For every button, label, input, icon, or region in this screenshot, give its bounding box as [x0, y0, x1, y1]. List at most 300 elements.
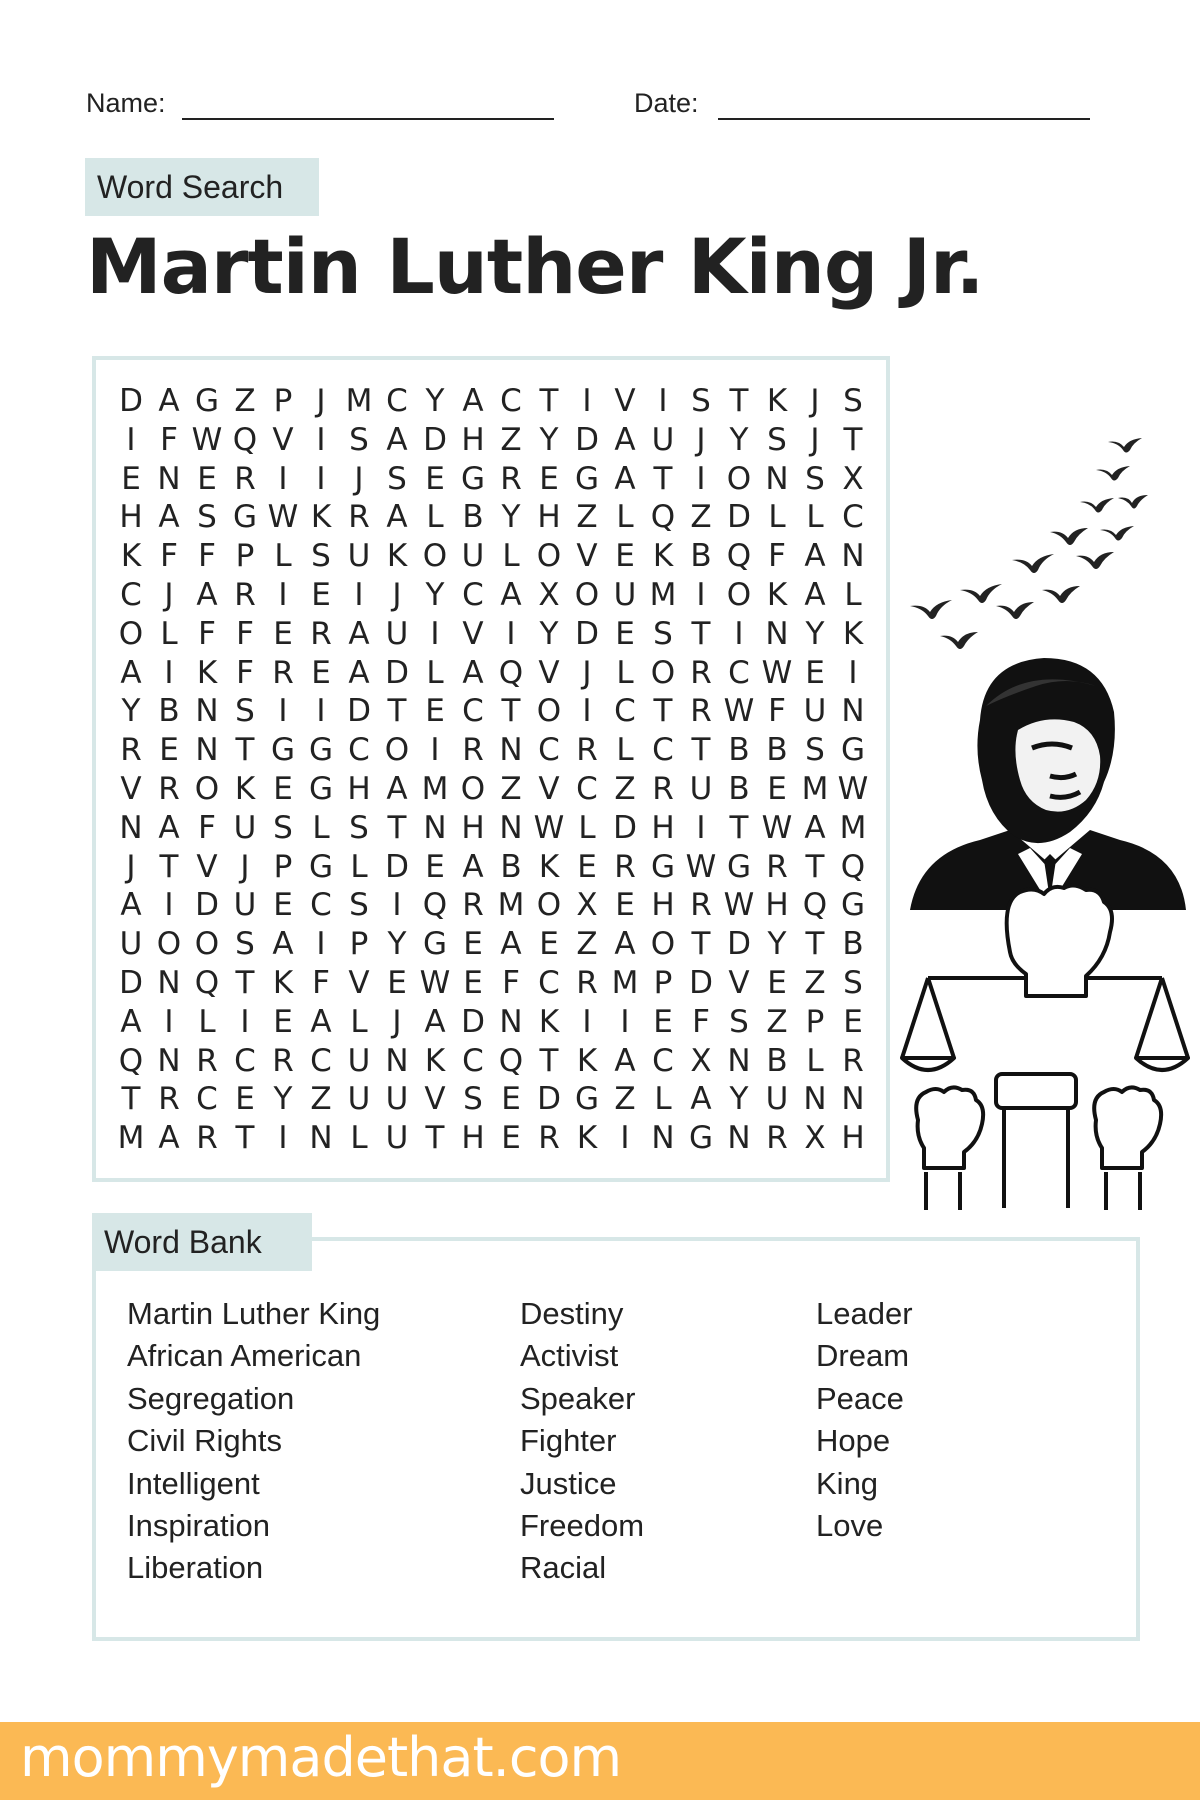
grid-letter[interactable]: K — [424, 1042, 446, 1079]
grid-letter[interactable]: T — [121, 1081, 141, 1118]
grid-letter[interactable]: U — [689, 770, 713, 807]
grid-letter[interactable]: P — [653, 964, 673, 1001]
grid-letter[interactable]: A — [804, 538, 826, 575]
grid-letter[interactable]: R — [196, 1120, 218, 1157]
grid-letter[interactable]: V — [462, 615, 484, 652]
grid-letter[interactable]: F — [160, 421, 178, 458]
grid-letter[interactable]: I — [430, 615, 440, 652]
grid-letter[interactable]: C — [462, 1042, 484, 1079]
grid-letter[interactable]: D — [347, 693, 371, 730]
grid-letter[interactable]: O — [536, 693, 562, 730]
grid-letter[interactable]: U — [651, 421, 675, 458]
grid-letter[interactable]: Y — [805, 615, 825, 652]
grid-letter[interactable]: O — [194, 926, 220, 963]
grid-letter[interactable]: U — [347, 1081, 371, 1118]
grid-letter[interactable]: O — [536, 887, 562, 924]
grid-letter[interactable]: F — [692, 1003, 710, 1040]
grid-letter[interactable]: G — [460, 460, 486, 497]
date-line[interactable] — [718, 118, 1090, 120]
grid-letter[interactable]: K — [196, 654, 218, 691]
grid-letter[interactable]: W — [837, 770, 869, 807]
grid-letter[interactable]: H — [461, 1120, 485, 1157]
grid-letter[interactable]: J — [810, 383, 820, 419]
grid-letter[interactable]: T — [235, 964, 255, 1001]
grid-letter[interactable]: E — [311, 576, 331, 613]
grid-letter[interactable]: M — [611, 964, 639, 1001]
grid-letter[interactable]: U — [347, 1042, 371, 1079]
grid-letter[interactable]: Y — [387, 926, 407, 963]
grid-letter[interactable]: A — [614, 460, 636, 497]
grid-letter[interactable]: P — [805, 1003, 825, 1040]
grid-letter[interactable]: I — [392, 887, 402, 924]
grid-letter[interactable]: L — [160, 615, 178, 652]
grid-letter[interactable]: C — [196, 1081, 218, 1118]
grid-letter[interactable]: U — [385, 1081, 409, 1118]
grid-letter[interactable]: A — [500, 926, 522, 963]
grid-letter[interactable]: S — [691, 383, 711, 419]
grid-letter[interactable]: Q — [726, 538, 752, 575]
grid-letter[interactable]: A — [500, 576, 522, 613]
grid-letter[interactable]: F — [236, 654, 254, 691]
grid-letter[interactable]: T — [805, 848, 825, 885]
name-line[interactable] — [182, 118, 554, 120]
grid-letter[interactable]: F — [502, 964, 520, 1001]
grid-letter[interactable]: L — [654, 1081, 672, 1118]
grid-letter[interactable]: I — [734, 615, 744, 652]
grid-letter[interactable]: M — [345, 383, 373, 419]
grid-letter[interactable]: E — [539, 460, 559, 497]
grid-letter[interactable]: N — [727, 1042, 751, 1079]
grid-letter[interactable]: T — [691, 732, 711, 769]
grid-letter[interactable]: U — [233, 809, 257, 846]
grid-letter[interactable]: R — [614, 848, 636, 885]
grid-letter[interactable]: H — [119, 499, 143, 536]
grid-letter[interactable]: I — [848, 654, 858, 691]
grid-letter[interactable]: R — [652, 770, 674, 807]
grid-letter[interactable]: G — [840, 732, 866, 769]
grid-letter[interactable]: H — [651, 887, 675, 924]
grid-letter[interactable]: E — [501, 1120, 521, 1157]
grid-letter[interactable]: W — [761, 654, 793, 691]
grid-letter[interactable]: C — [652, 1042, 674, 1079]
grid-letter[interactable]: K — [576, 1042, 598, 1079]
grid-letter[interactable]: C — [310, 1042, 332, 1079]
grid-letter[interactable]: D — [385, 654, 409, 691]
grid-letter[interactable]: C — [538, 732, 560, 769]
grid-letter[interactable]: R — [272, 1042, 294, 1079]
grid-letter[interactable]: K — [576, 1120, 598, 1157]
grid-letter[interactable]: C — [462, 693, 484, 730]
grid-letter[interactable]: Q — [194, 964, 220, 1001]
grid-letter[interactable]: N — [727, 1120, 751, 1157]
grid-letter[interactable]: R — [234, 460, 256, 497]
grid-letter[interactable]: C — [538, 964, 560, 1001]
grid-letter[interactable]: N — [765, 460, 789, 497]
grid-letter[interactable]: T — [501, 693, 521, 730]
grid-letter[interactable]: F — [236, 615, 254, 652]
grid-letter[interactable]: I — [582, 693, 592, 730]
grid-letter[interactable]: S — [349, 887, 369, 924]
grid-letter[interactable]: V — [348, 964, 370, 1001]
grid-letter[interactable]: I — [430, 732, 440, 769]
grid-letter[interactable]: T — [425, 1120, 445, 1157]
grid-letter[interactable]: Q — [840, 848, 866, 885]
grid-letter[interactable]: T — [729, 383, 749, 419]
grid-letter[interactable]: Y — [729, 1081, 749, 1118]
grid-letter[interactable]: L — [616, 654, 634, 691]
grid-letter[interactable]: P — [349, 926, 369, 963]
grid-letter[interactable]: J — [392, 1003, 402, 1040]
grid-letter[interactable]: H — [651, 809, 675, 846]
grid-letter[interactable]: Q — [498, 1042, 524, 1079]
grid-letter[interactable]: S — [349, 809, 369, 846]
grid-letter[interactable]: R — [766, 1120, 788, 1157]
grid-letter[interactable]: K — [234, 770, 256, 807]
grid-letter[interactable]: B — [500, 848, 522, 885]
grid-letter[interactable]: V — [424, 1081, 446, 1118]
grid-letter[interactable]: C — [234, 1042, 256, 1079]
grid-letter[interactable]: R — [310, 615, 332, 652]
grid-letter[interactable]: Z — [614, 770, 636, 807]
grid-letter[interactable]: E — [235, 1081, 255, 1118]
footer-site-link[interactable]: mommymadethat.com — [20, 1726, 622, 1789]
grid-letter[interactable]: Y — [501, 499, 521, 536]
grid-letter[interactable]: F — [198, 809, 216, 846]
grid-letter[interactable]: T — [691, 926, 711, 963]
grid-letter[interactable]: H — [461, 809, 485, 846]
grid-letter[interactable]: R — [462, 887, 484, 924]
grid-letter[interactable]: Z — [576, 926, 598, 963]
grid-letter[interactable]: A — [386, 770, 408, 807]
grid-letter[interactable]: W — [267, 499, 299, 536]
grid-letter[interactable]: N — [803, 1081, 827, 1118]
grid-letter[interactable]: N — [195, 732, 219, 769]
grid-letter[interactable]: I — [164, 887, 174, 924]
grid-letter[interactable]: V — [196, 848, 218, 885]
grid-letter[interactable]: B — [728, 770, 750, 807]
grid-letter[interactable]: D — [423, 421, 447, 458]
grid-letter[interactable]: Z — [690, 499, 712, 536]
grid-letter[interactable]: I — [278, 576, 288, 613]
grid-letter[interactable]: L — [806, 1042, 824, 1079]
grid-letter[interactable]: C — [842, 499, 864, 536]
grid-letter[interactable]: E — [273, 615, 293, 652]
grid-letter[interactable]: A — [158, 383, 180, 419]
grid-letter[interactable]: Q — [802, 887, 828, 924]
grid-letter[interactable]: G — [574, 460, 600, 497]
grid-letter[interactable]: I — [240, 1003, 250, 1040]
grid-letter[interactable]: Y — [539, 421, 559, 458]
grid-letter[interactable]: C — [652, 732, 674, 769]
grid-letter[interactable]: Y — [425, 576, 445, 613]
grid-letter[interactable]: T — [843, 421, 863, 458]
grid-letter[interactable]: Z — [234, 383, 256, 419]
grid-letter[interactable]: G — [726, 848, 752, 885]
grid-letter[interactable]: C — [386, 383, 408, 419]
grid-letter[interactable]: Q — [118, 1042, 144, 1079]
grid-letter[interactable]: P — [235, 538, 255, 575]
grid-letter[interactable]: O — [726, 460, 752, 497]
grid-letter[interactable]: D — [461, 1003, 485, 1040]
grid-letter[interactable]: T — [691, 615, 711, 652]
grid-letter[interactable]: I — [126, 421, 136, 458]
grid-letter[interactable]: B — [462, 499, 484, 536]
grid-letter[interactable]: U — [233, 887, 257, 924]
grid-letter[interactable]: D — [613, 809, 637, 846]
grid-letter[interactable]: N — [651, 1120, 675, 1157]
grid-letter[interactable]: L — [350, 1120, 368, 1157]
grid-letter[interactable]: I — [316, 693, 326, 730]
grid-letter[interactable]: H — [347, 770, 371, 807]
grid-letter[interactable]: E — [463, 964, 483, 1001]
grid-letter[interactable]: W — [761, 809, 793, 846]
grid-letter[interactable]: K — [766, 383, 788, 419]
grid-letter[interactable]: A — [158, 809, 180, 846]
grid-letter[interactable]: U — [613, 576, 637, 613]
grid-letter[interactable]: R — [196, 1042, 218, 1079]
grid-letter[interactable]: S — [235, 926, 255, 963]
grid-letter[interactable]: T — [539, 383, 559, 419]
grid-letter[interactable]: K — [652, 538, 674, 575]
grid-letter[interactable]: J — [810, 421, 820, 458]
grid-letter[interactable]: L — [426, 499, 444, 536]
grid-letter[interactable]: Q — [650, 499, 676, 536]
grid-letter[interactable]: N — [841, 1081, 865, 1118]
grid-letter[interactable]: A — [462, 654, 484, 691]
grid-letter[interactable]: T — [235, 1120, 255, 1157]
grid-letter[interactable]: V — [728, 964, 750, 1001]
grid-letter[interactable]: A — [614, 421, 636, 458]
grid-letter[interactable]: K — [538, 848, 560, 885]
grid-letter[interactable]: I — [658, 383, 668, 419]
grid-letter[interactable]: Z — [500, 770, 522, 807]
grid-letter[interactable]: R — [766, 848, 788, 885]
grid-letter[interactable]: R — [158, 770, 180, 807]
grid-letter[interactable]: F — [160, 538, 178, 575]
grid-letter[interactable]: S — [273, 809, 293, 846]
grid-letter[interactable]: R — [576, 964, 598, 1001]
grid-letter[interactable]: W — [533, 809, 565, 846]
grid-letter[interactable]: A — [804, 809, 826, 846]
grid-letter[interactable]: R — [690, 887, 712, 924]
grid-letter[interactable]: C — [462, 576, 484, 613]
grid-letter[interactable]: N — [765, 615, 789, 652]
grid-letter[interactable]: I — [164, 654, 174, 691]
grid-letter[interactable]: E — [577, 848, 597, 885]
grid-letter[interactable]: A — [158, 499, 180, 536]
grid-letter[interactable]: B — [766, 732, 788, 769]
grid-letter[interactable]: H — [765, 887, 789, 924]
grid-letter[interactable]: K — [386, 538, 408, 575]
grid-letter[interactable]: T — [653, 460, 673, 497]
grid-letter[interactable]: L — [312, 809, 330, 846]
grid-letter[interactable]: L — [198, 1003, 216, 1040]
grid-letter[interactable]: U — [385, 615, 409, 652]
grid-letter[interactable]: X — [538, 576, 560, 613]
grid-letter[interactable]: C — [728, 654, 750, 691]
grid-letter[interactable]: Z — [766, 1003, 788, 1040]
grid-letter[interactable]: G — [574, 1081, 600, 1118]
grid-letter[interactable]: I — [620, 1120, 630, 1157]
grid-letter[interactable]: E — [159, 732, 179, 769]
grid-letter[interactable]: U — [347, 538, 371, 575]
grid-letter[interactable]: S — [805, 460, 825, 497]
grid-letter[interactable]: Q — [232, 421, 258, 458]
grid-letter[interactable]: D — [575, 615, 599, 652]
grid-letter[interactable]: X — [842, 460, 864, 497]
grid-letter[interactable]: K — [272, 964, 294, 1001]
grid-letter[interactable]: N — [385, 1042, 409, 1079]
grid-letter[interactable]: A — [310, 1003, 332, 1040]
grid-letter[interactable]: L — [426, 654, 444, 691]
grid-letter[interactable]: A — [120, 1003, 142, 1040]
grid-letter[interactable]: E — [425, 460, 445, 497]
grid-letter[interactable]: A — [196, 576, 218, 613]
grid-letter[interactable]: A — [462, 848, 484, 885]
grid-letter[interactable]: T — [235, 732, 255, 769]
grid-letter[interactable]: H — [461, 421, 485, 458]
grid-letter[interactable]: A — [386, 499, 408, 536]
grid-letter[interactable]: R — [576, 732, 598, 769]
grid-letter[interactable]: M — [497, 887, 525, 924]
grid-letter[interactable]: A — [690, 1081, 712, 1118]
grid-letter[interactable]: T — [387, 809, 407, 846]
grid-letter[interactable]: R — [538, 1120, 560, 1157]
grid-letter[interactable]: U — [119, 926, 143, 963]
grid-letter[interactable]: E — [273, 1003, 293, 1040]
grid-letter[interactable]: T — [729, 809, 749, 846]
grid-letter[interactable]: T — [805, 926, 825, 963]
grid-letter[interactable]: Y — [539, 615, 559, 652]
grid-letter[interactable]: V — [614, 383, 636, 419]
grid-letter[interactable]: J — [696, 421, 706, 458]
grid-letter[interactable]: B — [766, 1042, 788, 1079]
grid-letter[interactable]: E — [615, 887, 635, 924]
grid-letter[interactable]: J — [582, 654, 592, 691]
grid-letter[interactable]: E — [539, 926, 559, 963]
grid-letter[interactable]: S — [349, 421, 369, 458]
grid-letter[interactable]: E — [463, 926, 483, 963]
grid-letter[interactable]: A — [120, 654, 142, 691]
grid-letter[interactable]: S — [311, 538, 331, 575]
grid-letter[interactable]: Q — [498, 654, 524, 691]
grid-letter[interactable]: G — [308, 732, 334, 769]
grid-letter[interactable]: O — [726, 576, 752, 613]
grid-letter[interactable]: I — [278, 693, 288, 730]
grid-letter[interactable]: F — [312, 964, 330, 1001]
grid-letter[interactable]: O — [118, 615, 144, 652]
grid-letter[interactable]: F — [768, 538, 786, 575]
grid-letter[interactable]: N — [499, 1003, 523, 1040]
grid-letter[interactable]: I — [696, 576, 706, 613]
grid-letter[interactable]: R — [842, 1042, 864, 1079]
grid-letter[interactable]: G — [308, 770, 334, 807]
grid-letter[interactable]: E — [843, 1003, 863, 1040]
grid-letter[interactable]: L — [616, 732, 634, 769]
grid-letter[interactable]: L — [806, 499, 824, 536]
grid-letter[interactable]: O — [460, 770, 486, 807]
grid-letter[interactable]: R — [462, 732, 484, 769]
grid-letter[interactable]: Y — [121, 693, 141, 730]
grid-letter[interactable]: R — [272, 654, 294, 691]
grid-letter[interactable]: Y — [767, 926, 787, 963]
grid-letter[interactable]: G — [194, 383, 220, 419]
grid-letter[interactable]: S — [843, 964, 863, 1001]
grid-letter[interactable]: I — [620, 1003, 630, 1040]
grid-letter[interactable]: N — [309, 1120, 333, 1157]
grid-letter[interactable]: H — [841, 1120, 865, 1157]
grid-letter[interactable]: I — [316, 460, 326, 497]
grid-letter[interactable]: N — [841, 538, 865, 575]
grid-letter[interactable]: J — [126, 848, 136, 885]
grid-letter[interactable]: L — [768, 499, 786, 536]
grid-letter[interactable]: S — [767, 421, 787, 458]
grid-letter[interactable]: O — [194, 770, 220, 807]
grid-letter[interactable]: O — [650, 654, 676, 691]
grid-letter[interactable]: G — [270, 732, 296, 769]
grid-letter[interactable]: E — [805, 654, 825, 691]
grid-letter[interactable]: I — [354, 576, 364, 613]
grid-letter[interactable]: D — [689, 964, 713, 1001]
grid-letter[interactable]: E — [615, 615, 635, 652]
grid-letter[interactable]: M — [117, 1120, 145, 1157]
grid-letter[interactable]: M — [839, 809, 867, 846]
grid-letter[interactable]: F — [198, 538, 216, 575]
grid-letter[interactable]: D — [385, 848, 409, 885]
grid-letter[interactable]: N — [157, 460, 181, 497]
grid-letter[interactable]: H — [537, 499, 561, 536]
grid-letter[interactable]: O — [156, 926, 182, 963]
grid-letter[interactable]: W — [191, 421, 223, 458]
grid-letter[interactable]: E — [197, 460, 217, 497]
grid-letter[interactable]: M — [421, 770, 449, 807]
grid-letter[interactable]: Y — [273, 1081, 293, 1118]
grid-letter[interactable]: C — [576, 770, 598, 807]
grid-letter[interactable]: N — [499, 809, 523, 846]
grid-letter[interactable]: B — [158, 693, 180, 730]
grid-letter[interactable]: B — [690, 538, 712, 575]
grid-letter[interactable]: I — [506, 615, 516, 652]
grid-letter[interactable]: L — [578, 809, 596, 846]
grid-letter[interactable]: E — [615, 538, 635, 575]
grid-letter[interactable]: K — [120, 538, 142, 575]
grid-letter[interactable]: I — [164, 1003, 174, 1040]
grid-letter[interactable]: J — [316, 383, 326, 419]
grid-letter[interactable]: N — [423, 809, 447, 846]
grid-letter[interactable]: X — [576, 887, 598, 924]
grid-letter[interactable]: I — [696, 809, 706, 846]
grid-letter[interactable]: O — [536, 538, 562, 575]
grid-letter[interactable]: V — [538, 654, 560, 691]
grid-letter[interactable]: K — [766, 576, 788, 613]
grid-letter[interactable]: R — [158, 1081, 180, 1118]
grid-letter[interactable]: A — [120, 887, 142, 924]
grid-letter[interactable]: L — [502, 538, 520, 575]
grid-letter[interactable]: W — [419, 964, 451, 1001]
grid-letter[interactable]: R — [348, 499, 370, 536]
grid-letter[interactable]: I — [316, 421, 326, 458]
grid-letter[interactable]: T — [159, 848, 179, 885]
grid-letter[interactable]: M — [649, 576, 677, 613]
grid-letter[interactable]: L — [350, 1003, 368, 1040]
grid-letter[interactable]: R — [690, 654, 712, 691]
grid-letter[interactable]: S — [653, 615, 673, 652]
grid-letter[interactable]: Z — [614, 1081, 636, 1118]
grid-letter[interactable]: A — [614, 1042, 636, 1079]
grid-letter[interactable]: S — [387, 460, 407, 497]
grid-letter[interactable]: F — [198, 615, 216, 652]
grid-letter[interactable]: V — [576, 538, 598, 575]
